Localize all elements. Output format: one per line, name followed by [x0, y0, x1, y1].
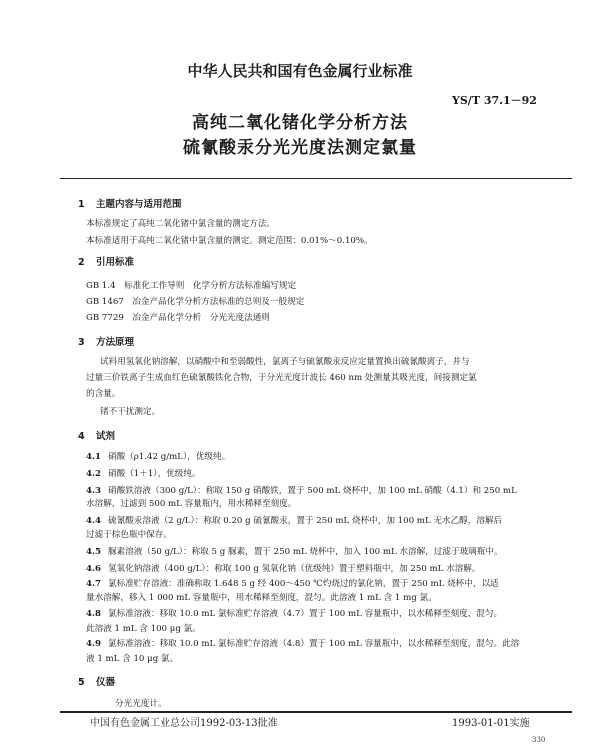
item-number: 4.4: [86, 516, 101, 526]
item-number: 4.7: [86, 579, 101, 589]
footer-rule: [60, 711, 572, 713]
item-continuation: 水溶解，过滤到 500 mL 容量瓶内，用水稀释至刻度。: [86, 499, 297, 509]
item-continuation: 此溶液 1 mL 含 100 μg 氯。: [86, 624, 201, 634]
standard-code: YS/T 37.1－92: [452, 94, 537, 107]
item-text: 氢氧化钠溶液（400 g/L）：称取 100 g 氢氧化钠（优级纯）置于塑料瓶中，加 250 mL 水溶解。: [108, 564, 481, 574]
item-text: 脲素溶液（50 g/L）：称取 5 g 脲素，置于 250 mL 烧杯中，加入 100 mL 水溶解，过滤于玻璃瓶中。: [108, 547, 503, 557]
item-continuation: 量水溶解，移入 1 000 mL 容量瓶中，用水稀释至刻度，混匀。此溶液 1 mL 含 1 mg 氯。: [86, 593, 437, 603]
reagent-item: [86, 562, 481, 574]
section-title: 主题内容与适用范围: [96, 199, 182, 210]
reference-item: GB 7729 冶金产品化学分析 分光光度法通则: [86, 313, 270, 323]
page-number: 330: [532, 736, 546, 744]
item-number: 4.6: [86, 564, 101, 574]
reference-item: GB 1467 冶金产品化学分析方法标准的总则及一般规定: [86, 297, 305, 307]
issuer-title: 中华人民共和国有色金属行业标准: [187, 62, 413, 80]
effective-date: 1993-01-01实施: [452, 718, 530, 729]
document-title-line1: 高纯二氧化锗化学分析方法: [192, 113, 408, 133]
section-5-heading: [78, 674, 115, 688]
item-continuation: 过滤于棕色瓶中保存。: [86, 530, 172, 540]
reagent-item: [86, 484, 517, 496]
document-title-line2: 硫氰酸汞分光光度法测定氯量: [183, 138, 417, 158]
paragraph-line: 过量三价铁离子生成血红色硫氰酸铁化合物，于分光光度计波长 460 nm 处测量其吸光度，间接测定氯: [86, 373, 477, 383]
paragraph: 分光光度计。: [115, 699, 167, 709]
item-number: 4.5: [86, 547, 101, 557]
item-text: 硝酸（1＋1），优级纯。: [108, 469, 201, 479]
paragraph: 本标准规定了高纯二氧化锗中氯含量的测定方法。: [86, 219, 276, 229]
item-text: 氯标准溶液：移取 10.0 mL 氯标准贮存溶液（4.7）置于 100 mL 容量瓶中，以水稀释至刻度，混匀。: [108, 609, 503, 619]
reagent-item: [86, 514, 502, 526]
reagent-item: [86, 467, 201, 479]
item-text: 硫氰酸汞溶液（2 g/L）：称取 0.20 g 硫氰酸汞，置于 250 mL 烧杯中，加 100 mL 无水乙醇，溶解后: [108, 516, 503, 526]
approval-note: 中国有色金属工业总公司1992-03-13批准: [90, 718, 278, 729]
section-2-heading: [78, 254, 134, 268]
reagent-item: [86, 577, 499, 589]
section-title: 引用标准: [96, 257, 135, 268]
section-title: 试剂: [96, 431, 116, 442]
reagent-item: [86, 450, 230, 462]
item-text: 硝酸（ρ1.42 g/mL），优级纯。: [108, 452, 231, 462]
reagent-item: [86, 637, 519, 649]
section-number: 3: [78, 337, 85, 348]
item-text: 氯标准溶液：移取 10.0 mL 氯标准贮存溶液（4.8）置于 100 mL 容量瓶中，以水稀释至刻度，混匀。此溶: [108, 639, 520, 649]
item-number: 4.1: [86, 452, 101, 462]
section-number: 5: [78, 677, 85, 688]
section-number: 2: [78, 257, 85, 268]
reagent-item: [86, 607, 502, 619]
section-1-heading: [78, 196, 182, 210]
section-title: 仪器: [96, 677, 116, 688]
reference-item: GB 1.4 标准化工作导则 化学分析方法标准编写规定: [86, 281, 297, 291]
paragraph-line: 的含量。: [86, 389, 121, 399]
item-text: 氯标准贮存溶液：准确称取 1.648 5 g 经 400～450 ℃灼烧过的氯化钠，置于 250 mL 烧杯中，以适: [108, 579, 499, 589]
paragraph-line: 锗不干扰测定。: [100, 407, 161, 417]
reagent-item: [86, 545, 503, 557]
header-rule: [60, 178, 572, 179]
item-text: 硝酸铁溶液（300 g/L）：称取 150 g 硝酸铁，置于 500 mL 烧杯中，加 100 mL 硝酸（4.1）和 250 mL: [108, 486, 517, 496]
section-3-heading: [78, 334, 134, 348]
item-number: 4.8: [86, 609, 101, 619]
item-number: 4.9: [86, 639, 101, 649]
section-number: 1: [78, 199, 85, 210]
item-number: 4.3: [86, 486, 101, 496]
section-title: 方法原理: [96, 337, 135, 348]
paragraph-line: 试料用氢氧化钠溶解，以硝酸中和至弱酸性，氯离子与硫氰酸汞反应定量置换出硫氰酸离子，并与: [100, 357, 470, 367]
paragraph: 本标准适用于高纯二氧化锗中氯含量的测定。测定范围：0.01%～0.10%。: [86, 236, 373, 246]
item-number: 4.2: [86, 469, 101, 479]
section-4-heading: [78, 428, 115, 442]
item-continuation: 液 1 mL 含 10 μg 氯。: [86, 654, 179, 664]
section-number: 4: [78, 431, 85, 442]
